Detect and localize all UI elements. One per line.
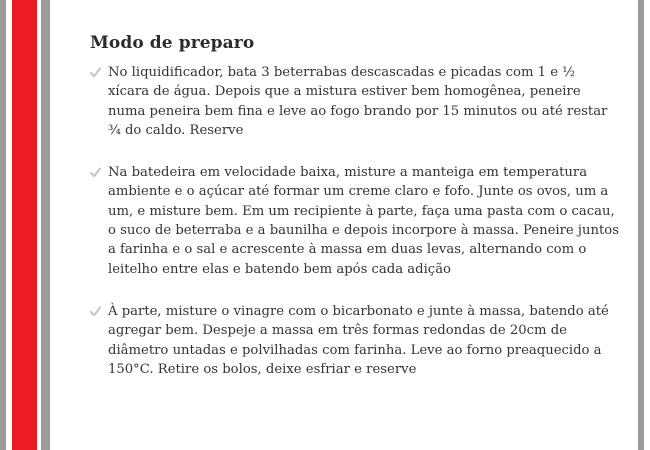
step-item (90, 63, 620, 140)
left-red-stripe (12, 0, 37, 450)
section-title: Modo de preparo (90, 33, 255, 53)
check-icon (90, 67, 101, 78)
preparation-steps (90, 63, 620, 379)
left-inner-grey-stripe (41, 0, 50, 450)
right-white-edge (644, 0, 650, 450)
step-item (90, 163, 620, 279)
step-text: À parte, misture o vinagre com o bicarbonato e junte à massa, batendo até agregar bem. Despeje a massa em três formas redondas de 20cm de diâmetro untadas e polvilhadas com farinha. Leve ao forno preaquecido a 150°C. Retire os bolos, deixe esfriar e reserve (108, 303, 609, 377)
step-text: No liquidificador, bata 3 beterrabas descascadas e picadas com 1 e ½ xícara de água. Depois que a mistura estiver bem homogênea, peneire numa peneira bem fina e leve ao fogo brando por 15 minutos ou até restar ¾ do caldo. Reserve (108, 65, 608, 138)
recipe-content (90, 33, 620, 402)
step-text: Na batedeira em velocidade baixa, misture a manteiga em temperatura ambiente e o açúcar até formar um creme claro e fofo. Junte os ovos, um a um, e misture bem. Em um recipiente à parte, faça uma pasta com o cacau, o suco de beterraba e a baunilha e depois incorpore à massa. Peneire juntos a farinha e o sal e acrescente à massa em duas levas, alternando com o leitelho entre elas e batendo bem após cada adição (108, 165, 619, 277)
check-icon (90, 167, 101, 178)
step-item (90, 302, 620, 379)
check-icon (90, 306, 101, 317)
